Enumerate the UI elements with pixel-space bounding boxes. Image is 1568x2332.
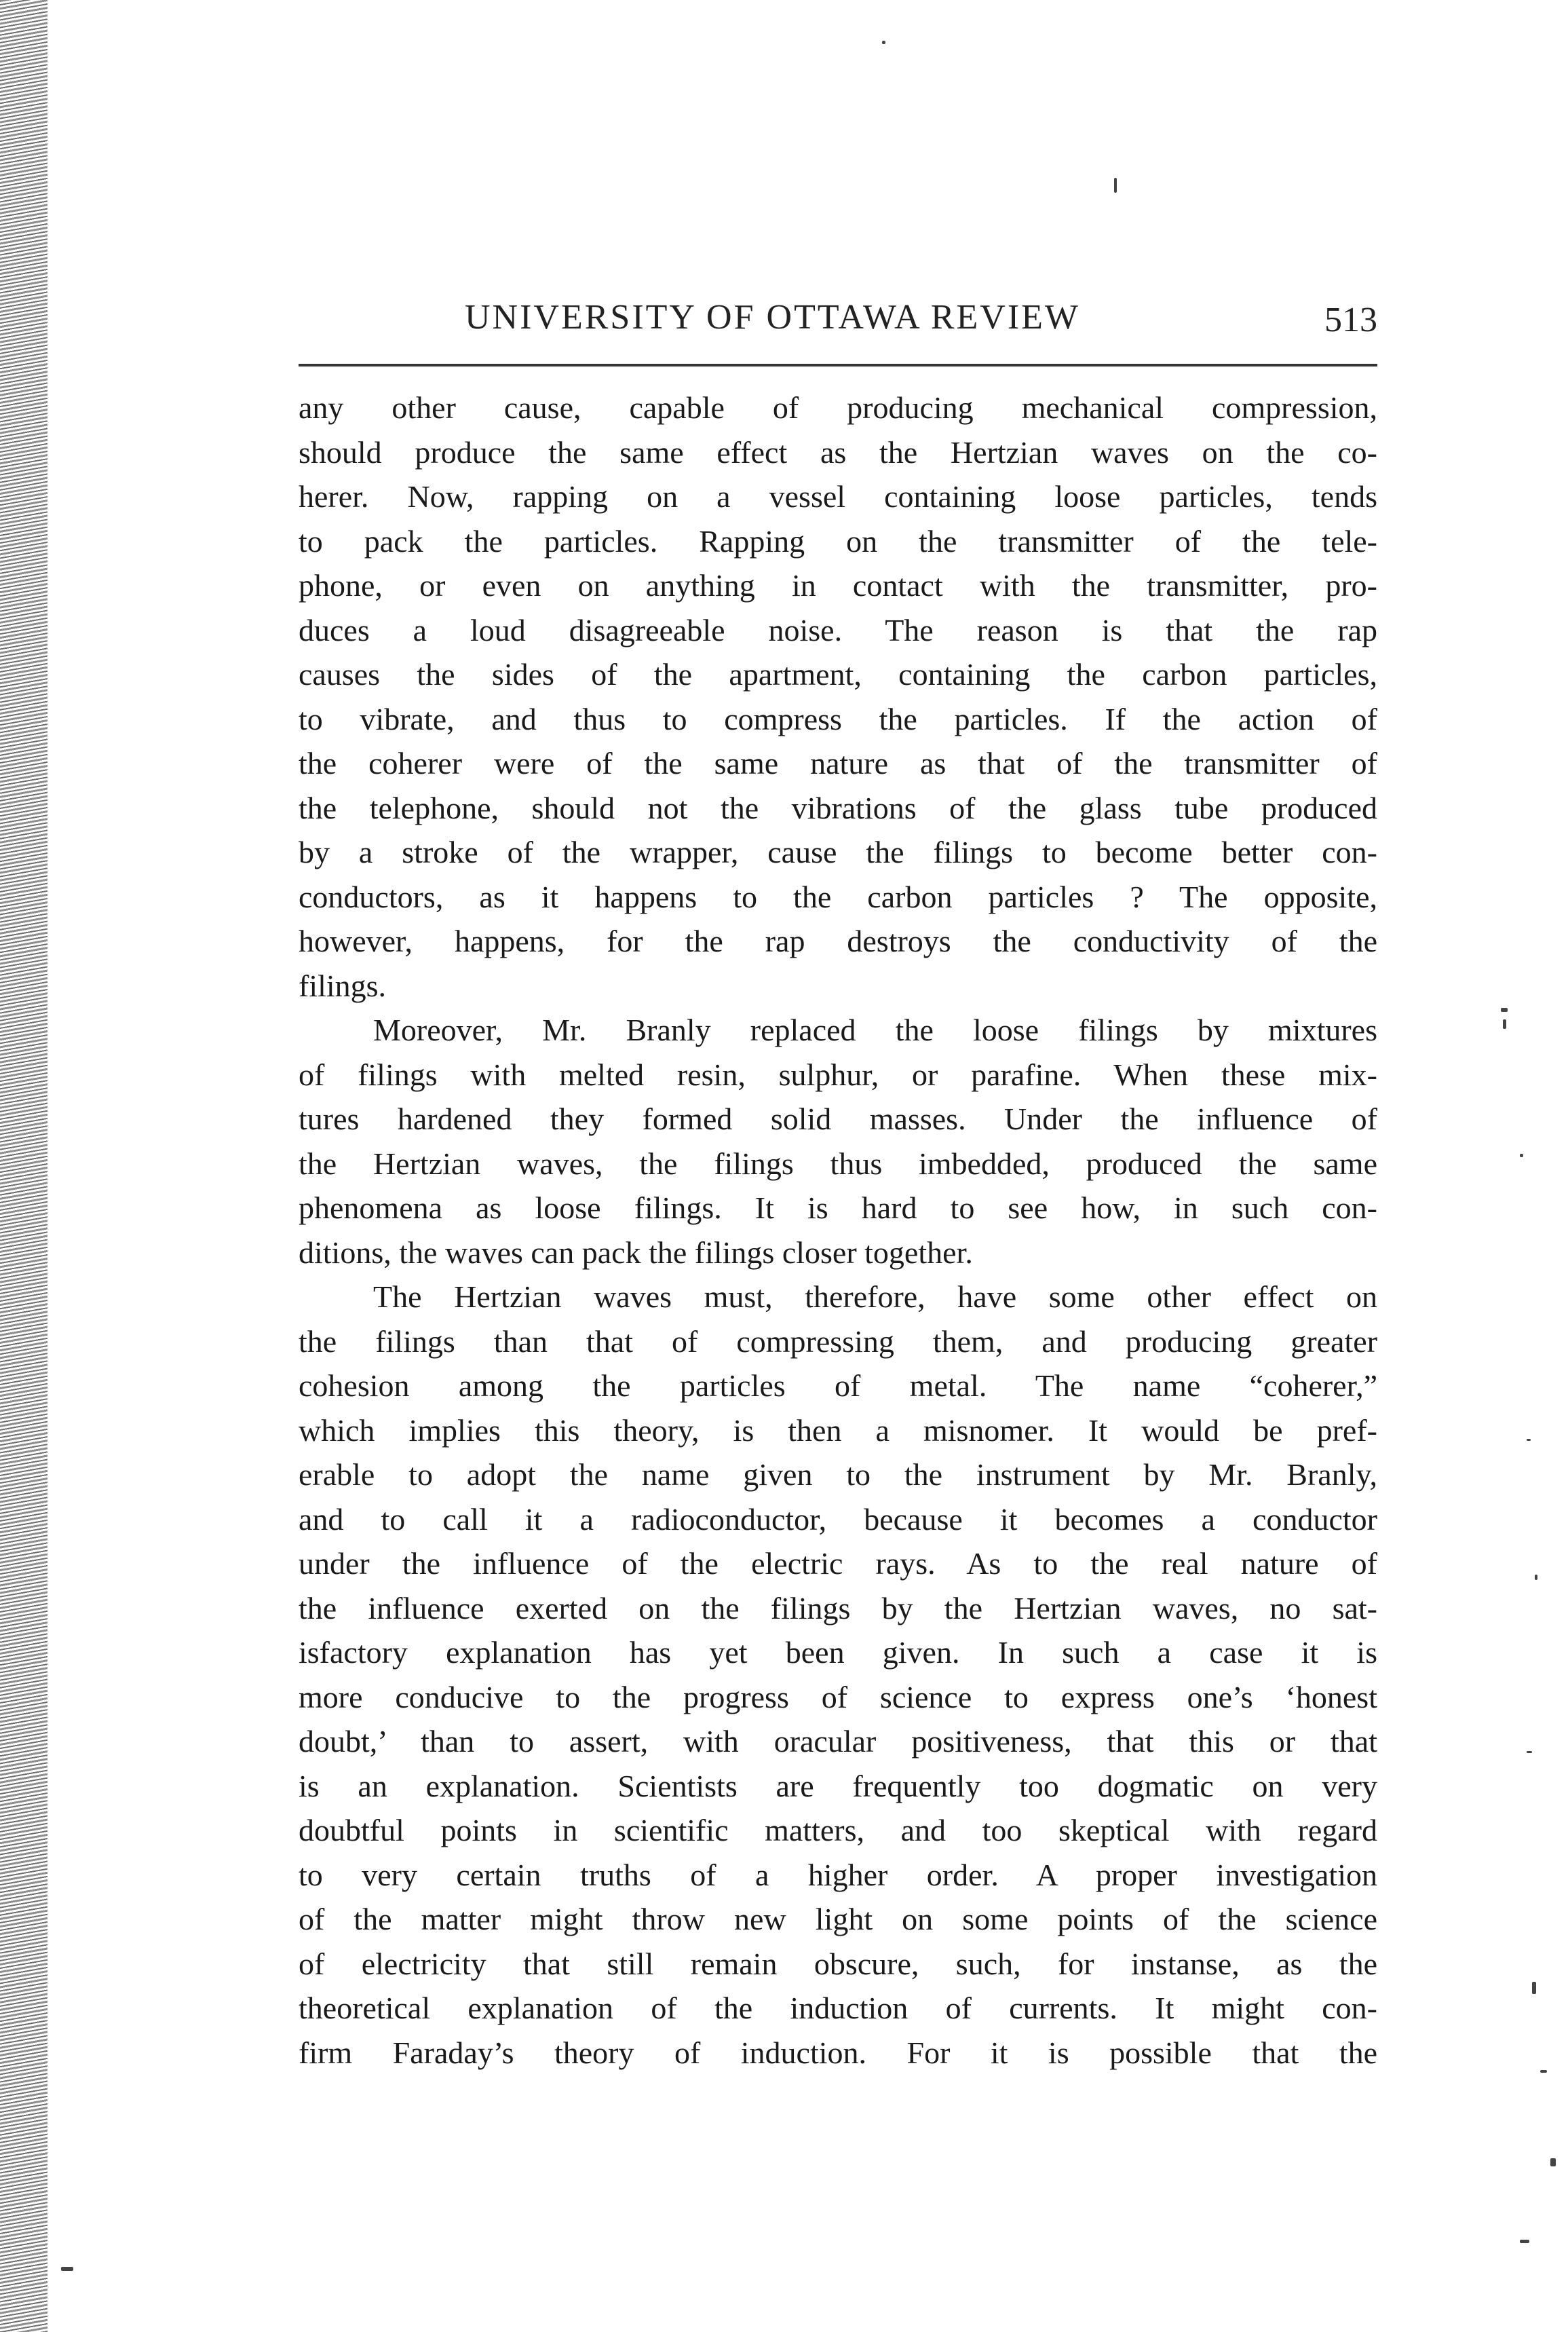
scan-speck [1520,2240,1529,2243]
body-text [299,385,1377,2075]
scan-speck [1535,1575,1537,1580]
text-line: of filings with melted resin, sulphur, or parafine. When these mix- [299,1057,1377,1092]
text-line: the telephone, should not the vibrations of the glass tube produced [299,790,1377,825]
text-line: however, happens, for the rap destroys the conductivity of the [299,924,1377,958]
text-line: theoretical explanation of the induction of currents. It might con- [299,1991,1377,2025]
text-line: under the influence of the electric rays. As to the real nature of [299,1546,1377,1581]
page-number: 513 [1324,301,1377,339]
text-line: more conducive to the progress of science to express one’s ‘honest [299,1679,1377,1714]
text-line: duces a loud disagreeable noise. The reason is that the rap [299,612,1377,647]
scan-speck [1540,2070,1547,2073]
scan-speck [1114,178,1117,193]
text-line: the filings than that of compressing them, and producing greater [299,1323,1377,1359]
text-line: by a stroke of the wrapper, cause the filings to become better con- [299,835,1377,869]
text-line: tures hardened they formed solid masses. Under the influence of [299,1102,1377,1136]
scan-speck [1532,1982,1536,1994]
text-line: filings. [299,968,387,1003]
text-line: herer. Now, rapping on a vessel containing loose particles, tends [299,479,1377,514]
scan-speck [1501,1008,1508,1012]
scan-speck [882,41,885,44]
text-line: which implies this theory, is then a misnomer. It would be pref- [299,1412,1377,1448]
text-line: The Hertzian waves must, therefore, have some other effect on [373,1279,1377,1314]
text-line: of the matter might throw new light on some points of the science [299,1902,1377,1936]
text-line: phenomena as loose filings. It is hard to see how, in such con- [299,1190,1377,1225]
text-line: isfactory explanation has yet been given. In such a case it is [299,1635,1377,1670]
text-line: any other cause, capable of producing mechanical compression, [299,390,1377,425]
scan-speck [1520,1154,1523,1157]
text-line: should produce the same effect as the Hertzian waves on the co- [299,434,1377,470]
text-line: the coherer were of the same nature as that of the transmitter of [299,746,1377,781]
text-line: cohesion among the particles of metal. The name “coherer,” [299,1368,1377,1403]
text-line: Moreover, Mr. Branly replaced the loose filings by mixtures [373,1013,1377,1047]
text-line: is an explanation. Scientists are frequently too dogmatic on very [299,1768,1377,1803]
text-line: and to call it a radioconductor, because it becomes a conductor [299,1501,1377,1537]
text-line: the influence exerted on the filings by the Hertzian waves, no sat- [299,1590,1377,1625]
scan-speck [61,2267,73,2271]
scan-speck [1527,1751,1532,1753]
text-line: conductors, as it happens to the carbon particles ? The opposite, [299,879,1377,914]
text-line: erable to adopt the name given to the instrument by Mr. Branly, [299,1457,1377,1492]
running-head [299,297,1377,345]
scan-speck [1527,1439,1531,1441]
text-line: ditions, the waves can pack the filings closer together. [299,1235,973,1270]
text-line: to very certain truths of a higher order. A proper investigation [299,1857,1377,1892]
text-line: doubt,’ than to assert, with oracular positiveness, that this or that [299,1724,1377,1759]
text-line: to vibrate, and thus to compress the particles. If the action of [299,701,1377,736]
journal-title: UNIVERSITY OF OTTAWA REVIEW [465,298,1080,337]
header-rule [299,364,1377,366]
text-line: firm Faraday’s theory of induction. For it is possible that the [299,2035,1377,2070]
scan-speck [1550,2158,1556,2166]
scan-speck [1503,1019,1506,1029]
text-line: causes the sides of the apartment, containing the carbon particles, [299,657,1377,692]
text-line: of electricity that still remain obscure, such, for instanse, as the [299,1946,1377,1981]
text-line: phone, or even on anything in contact with the transmitter, pro- [299,568,1377,603]
text-line: doubtful points in scientific matters, and too skeptical with regard [299,1813,1377,1847]
text-line: the Hertzian waves, the filings thus imbedded, produced the same [299,1146,1377,1181]
page-binding-edge [0,0,47,2332]
text-line: to pack the particles. Rapping on the transmitter of the tele- [299,523,1377,559]
